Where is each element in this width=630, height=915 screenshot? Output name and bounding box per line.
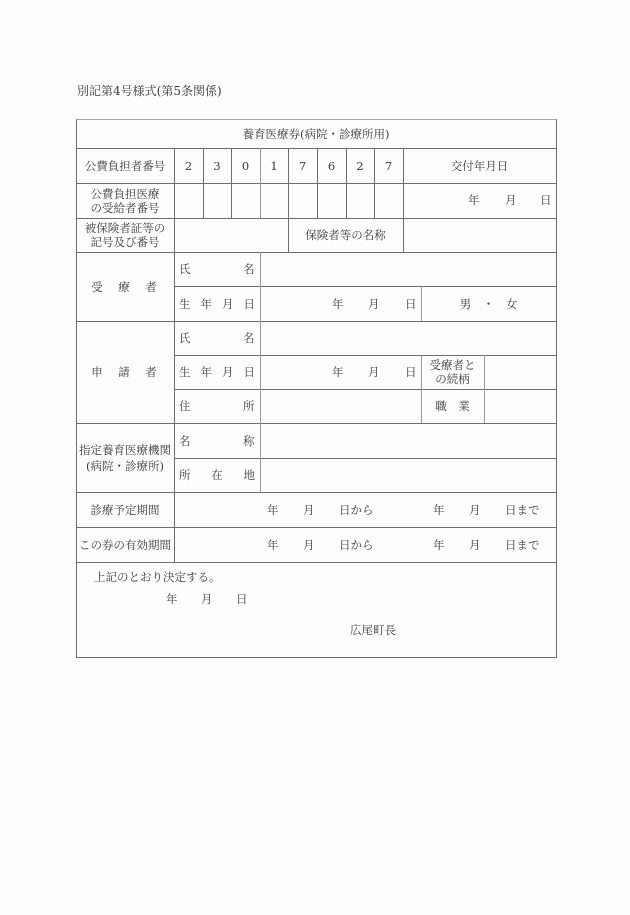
issue-date-year: 年 <box>468 193 480 207</box>
institution-section-label <box>76 423 174 492</box>
treatment-from-year[interactable]: 年 <box>267 503 279 517</box>
decision-year[interactable]: 年 <box>166 592 178 606</box>
insurance-number-label <box>76 218 174 252</box>
recipient-digit-field[interactable] <box>318 184 345 217</box>
recipient-digit-field[interactable] <box>347 184 373 217</box>
birth-label-char: 生 <box>179 365 191 379</box>
occupation-label: 職 業 <box>435 399 470 413</box>
form-header: 別記第4号様式(第5条関係) <box>77 84 222 98</box>
patient-sex-selector[interactable]: 男 ・ 女 <box>459 296 518 311</box>
public-payer-digit: 2 <box>356 158 364 173</box>
birth-label-char: 日 <box>243 297 255 311</box>
location-label-char: 地 <box>243 468 255 482</box>
public-payer-digit: 0 <box>241 158 250 173</box>
patient-birth-label <box>179 297 255 311</box>
birth-label-char: 月 <box>222 365 234 379</box>
address-field[interactable] <box>261 390 420 422</box>
location-label-char: 在 <box>211 468 223 482</box>
treatment-from-month[interactable]: 月 <box>303 503 315 517</box>
patient-birth-month[interactable]: 月 <box>368 297 380 311</box>
institution-location-label <box>179 468 255 482</box>
validity-to-month[interactable]: 月 <box>469 538 481 552</box>
insurer-name-label: 保険者等の名称 <box>305 228 386 242</box>
row-divider <box>76 562 556 563</box>
recipient-digit-field[interactable] <box>175 184 202 217</box>
birth-label-char: 年 <box>200 297 212 311</box>
applicant-name-label-b: 名 <box>243 331 255 345</box>
institution-name-label-a: 名 <box>179 434 191 448</box>
insurer-name-field[interactable] <box>404 219 555 251</box>
public-payer-digit: 6 <box>327 158 336 173</box>
relation-label <box>421 355 484 389</box>
recipient-digit-field[interactable] <box>289 184 316 217</box>
issue-date-day: 日 <box>540 193 552 207</box>
public-payer-digit: 2 <box>184 158 193 173</box>
treatment-from-day[interactable]: 日から <box>339 503 374 517</box>
public-payer-digit: 7 <box>298 158 307 173</box>
institution-name-field[interactable] <box>261 424 555 457</box>
birth-label-char: 日 <box>243 365 255 379</box>
location-label-char: 所 <box>179 468 191 482</box>
decision-day[interactable]: 日 <box>236 592 248 606</box>
validity-from-day[interactable]: 日から <box>339 538 374 552</box>
decision-month[interactable]: 月 <box>201 592 213 606</box>
decision-statement: 上記のとおり決定する。 <box>94 570 221 584</box>
treatment-to-day[interactable]: 日まで <box>505 503 540 517</box>
patient-name-label-a: 氏 <box>179 262 191 276</box>
public-payer-digit: 7 <box>384 158 393 173</box>
recipient-digit-field[interactable] <box>204 184 230 217</box>
treatment-to-month[interactable]: 月 <box>469 503 481 517</box>
insurance-number-field[interactable] <box>175 219 287 251</box>
address-label-b: 所 <box>243 399 255 413</box>
relation-field[interactable] <box>485 356 555 388</box>
birth-label-char: 月 <box>222 297 234 311</box>
validity-to-day[interactable]: 日まで <box>505 538 540 552</box>
applicant-birth-year[interactable]: 年 <box>332 365 344 379</box>
recipient-digit-field[interactable] <box>375 184 402 217</box>
patient-birth-day[interactable]: 日 <box>405 297 417 311</box>
recipient-number-label-line2: の受給者番号 <box>90 200 160 215</box>
validity-to-year[interactable]: 年 <box>433 538 445 552</box>
relation-label-line1: 受療者と <box>429 358 476 372</box>
patient-name-field[interactable] <box>261 253 555 285</box>
institution-name-label-b: 称 <box>243 434 255 448</box>
validity-from-month[interactable]: 月 <box>303 538 315 552</box>
public-payer-digit: 3 <box>213 158 221 173</box>
issuer-name: 広尾町長 <box>350 623 396 637</box>
applicant-section-label: 申 請 者 <box>91 365 159 379</box>
institution-label-line1: 指定養育医療機関 <box>79 442 171 457</box>
birth-label-char: 生 <box>179 297 191 311</box>
validity-period-label: この券の有効期間 <box>79 537 171 552</box>
ticket-title: 養育医療券(病院・診療所用) <box>242 126 390 141</box>
applicant-name-field[interactable] <box>261 322 555 354</box>
institution-label-line2: (病院・診療所) <box>86 458 164 473</box>
applicant-name-label-a: 氏 <box>179 331 191 345</box>
issue-date-label: 交付年月日 <box>450 158 509 173</box>
patient-birth-year[interactable]: 年 <box>332 297 344 311</box>
recipient-number-label-line1: 公費負担医療 <box>90 186 160 201</box>
issue-date-month: 月 <box>505 193 517 207</box>
patient-name-label-b: 名 <box>243 262 255 276</box>
patient-section-label: 受 療 者 <box>91 279 159 294</box>
recipient-digit-field[interactable] <box>261 184 287 217</box>
treatment-period-label: 診療予定期間 <box>90 502 160 517</box>
birth-label-char: 年 <box>200 365 212 379</box>
public-payer-label: 公費負担者番号 <box>84 158 166 173</box>
insurance-number-label-line2: 記号及び番号 <box>90 235 160 249</box>
validity-from-year[interactable]: 年 <box>267 538 279 552</box>
public-payer-digit: 1 <box>270 158 278 173</box>
insurance-number-label-line1: 被保険者証等の <box>84 221 166 235</box>
recipient-number-label <box>76 183 174 218</box>
applicant-birth-month[interactable]: 月 <box>368 365 380 379</box>
institution-location-field[interactable] <box>261 459 555 491</box>
applicant-birth-label <box>179 365 255 379</box>
occupation-field[interactable] <box>485 390 555 422</box>
address-label-a: 住 <box>179 399 191 413</box>
applicant-birth-day[interactable]: 日 <box>405 365 417 379</box>
treatment-to-year[interactable]: 年 <box>433 503 445 517</box>
relation-label-line2: の続柄 <box>435 372 470 386</box>
recipient-digit-field[interactable] <box>232 184 259 217</box>
